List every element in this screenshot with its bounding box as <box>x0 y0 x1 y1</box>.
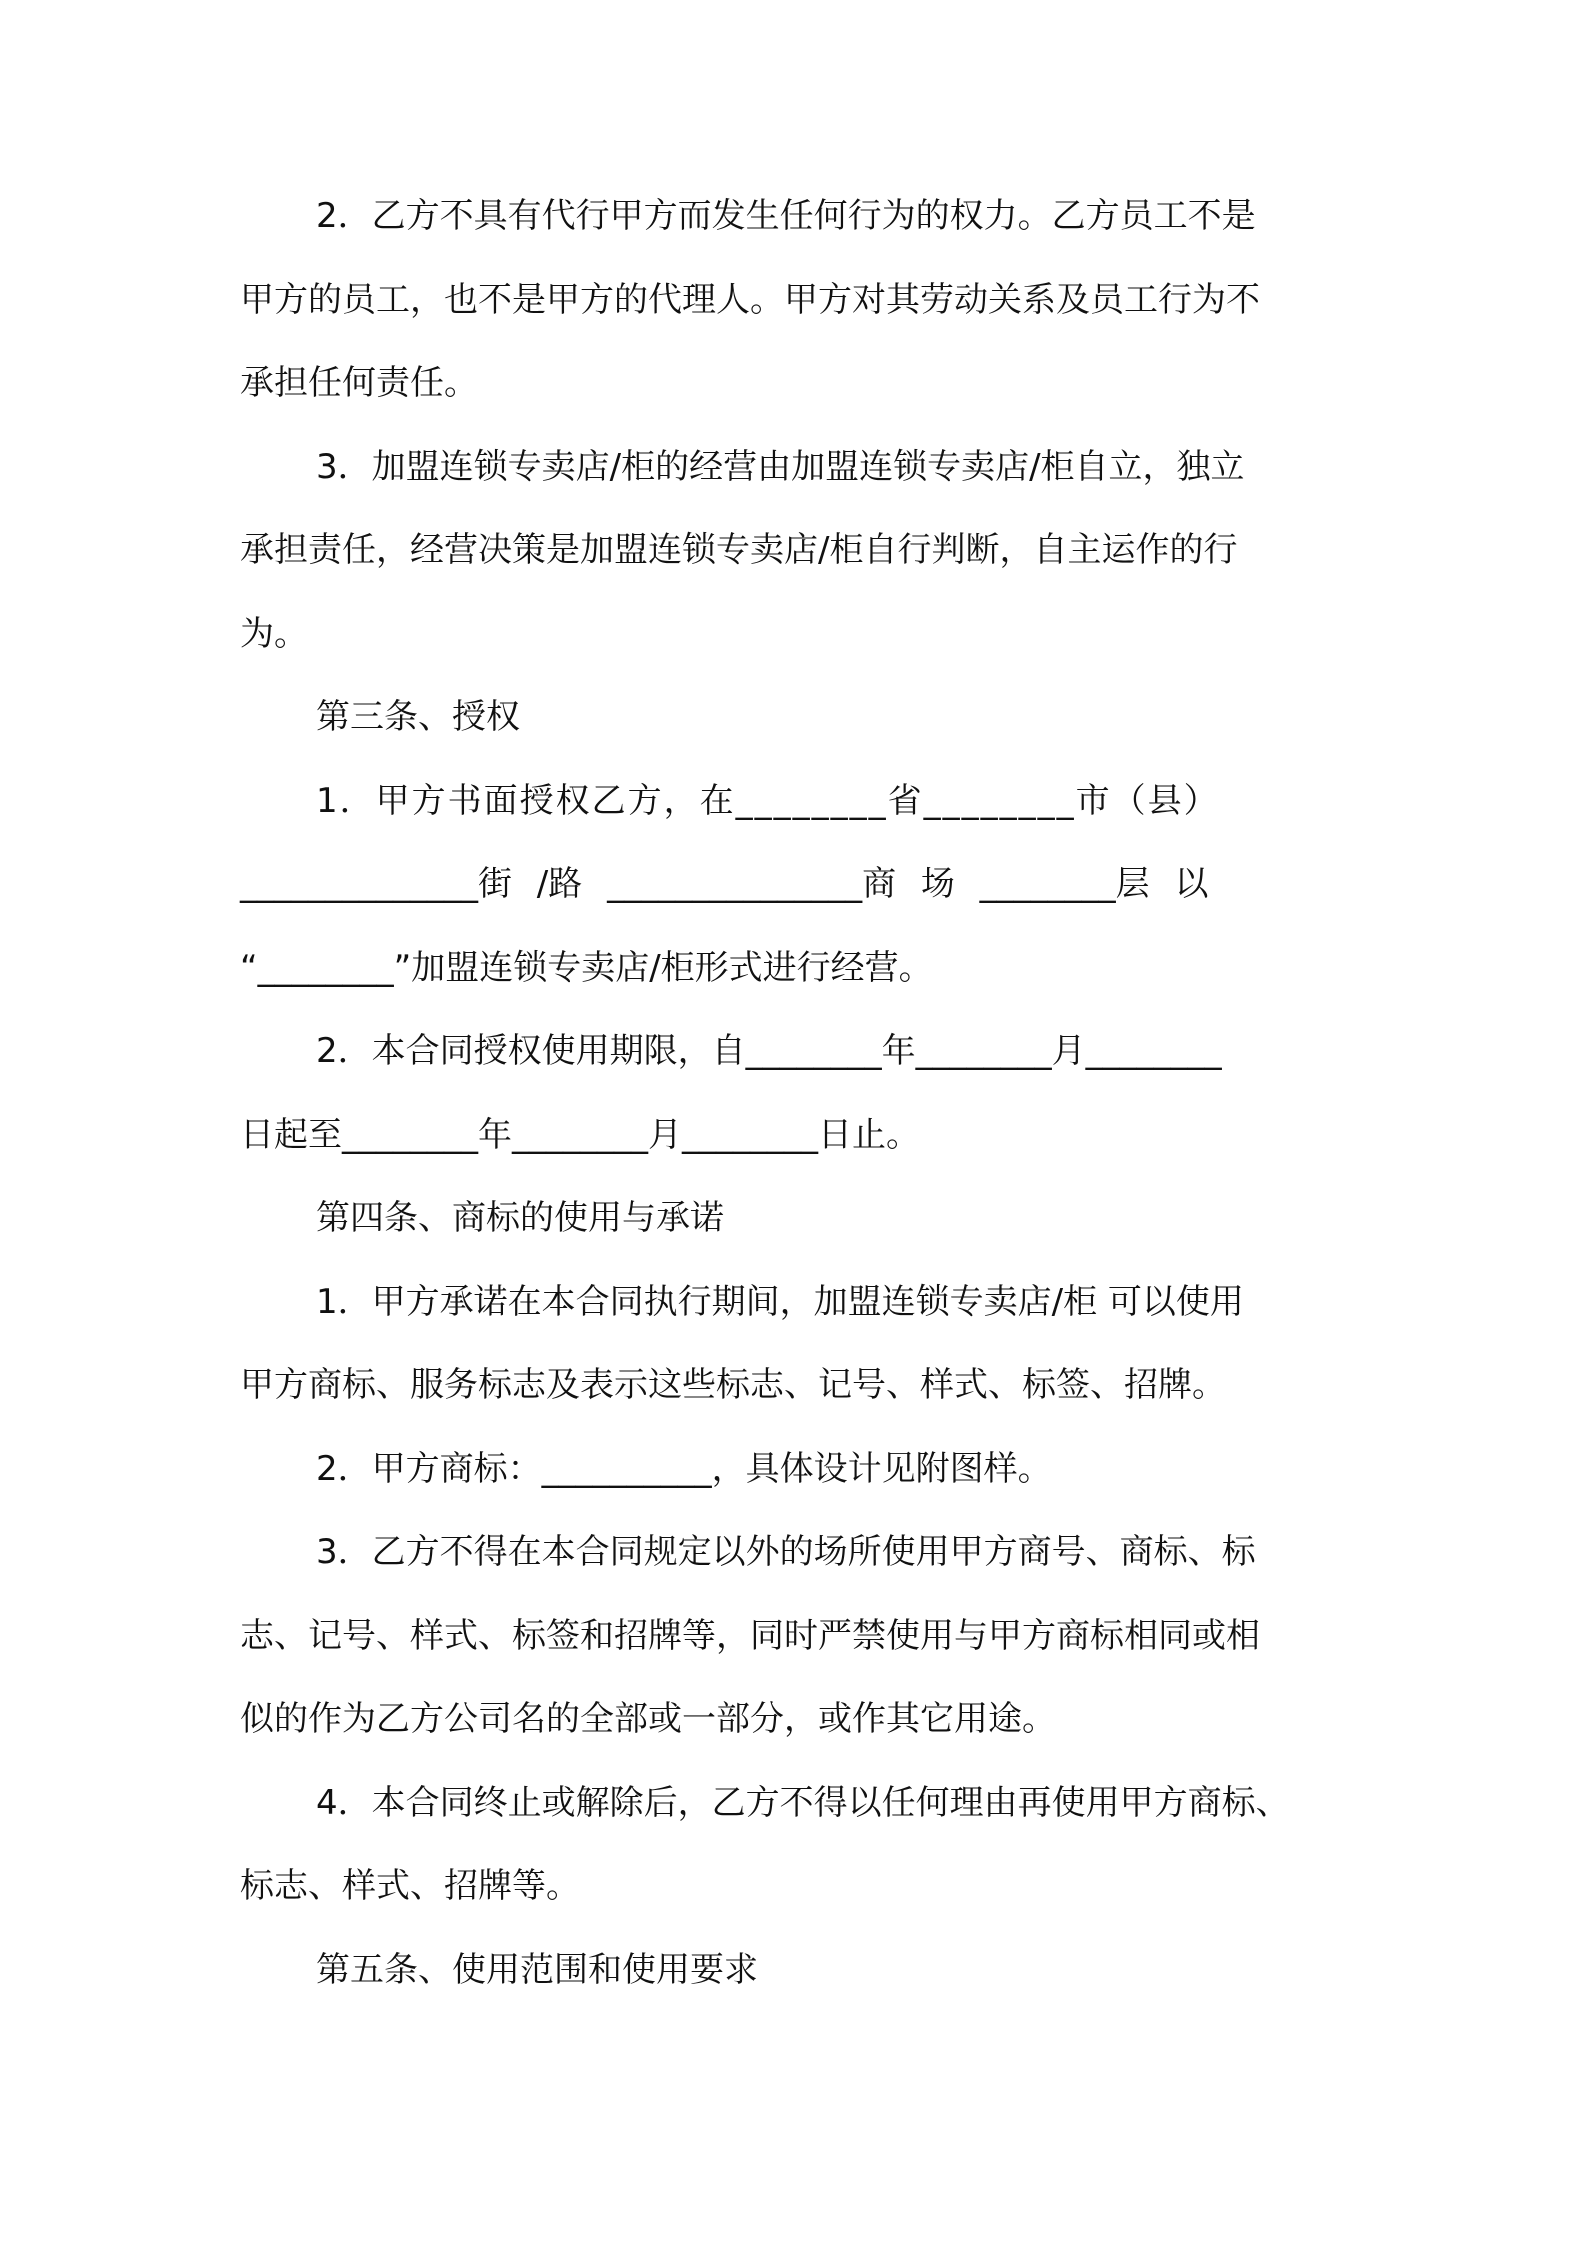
clause-2-3-line-2: 承担责任，经营决策是加盟连锁专卖店/柜自行判断，自主运作的行 <box>240 530 1238 570</box>
clause-4-2-line-1: 2．甲方商标：__________，具体设计见附图样。 <box>316 1449 1052 1489</box>
clause-2-2-line-3: 承担任何责任。 <box>240 363 478 403</box>
clause-4-3-line-1: 3．乙方不得在本合同规定以外的场所使用甲方商号、商标、标 <box>316 1532 1256 1572</box>
clause-4-4-line-2: 标志、样式、招牌等。 <box>240 1866 580 1906</box>
clause-2-3-line-1: 3．加盟连锁专卖店/柜的经营由加盟连锁专卖店/柜自立，独立 <box>316 447 1245 487</box>
clause-4-4-line-1: 4．本合同终止或解除后，乙方不得以任何理由再使用甲方商标、 <box>316 1783 1290 1823</box>
clause-3-1-line-1: 1．甲方书面授权乙方，在________省________市（县） <box>316 781 1220 821</box>
clause-4-1-line-1: 1．甲方承诺在本合同执行期间，加盟连锁专卖店/柜 可以使用 <box>316 1282 1244 1322</box>
clause-4-1-line-2: 甲方商标、服务标志及表示这些标志、记号、样式、标签、招牌。 <box>240 1365 1226 1405</box>
clause-2-3-line-3: 为。 <box>240 614 308 654</box>
article-4-heading: 第四条、商标的使用与承诺 <box>316 1198 724 1238</box>
clause-2-2-line-2: 甲方的员工，也不是甲方的代理人。甲方对其劳动关系及员工行为不 <box>240 280 1260 320</box>
clause-3-1-line-3: “________”加盟连锁专卖店/柜形式进行经营。 <box>240 948 933 988</box>
clause-4-3-line-3: 似的作为乙方公司名的全部或一部分，或作其它用途。 <box>240 1699 1056 1739</box>
article-5-heading: 第五条、使用范围和使用要求 <box>316 1950 758 1990</box>
clause-4-3-line-2: 志、记号、样式、标签和招牌等，同时严禁使用与甲方商标相同或相 <box>240 1616 1260 1656</box>
clause-3-1-line-2: ______________街 /路 _______________商 场 ________层 以 <box>240 864 1209 904</box>
clause-3-2-line-1: 2．本合同授权使用期限，自________年________月________ <box>316 1031 1222 1071</box>
clause-3-2-line-2: 日起至________年________月________日止。 <box>240 1115 920 1155</box>
article-3-heading: 第三条、授权 <box>316 697 520 737</box>
clause-2-2-line-1: 2．乙方不具有代行甲方而发生任何行为的权力。乙方员工不是 <box>316 196 1256 236</box>
